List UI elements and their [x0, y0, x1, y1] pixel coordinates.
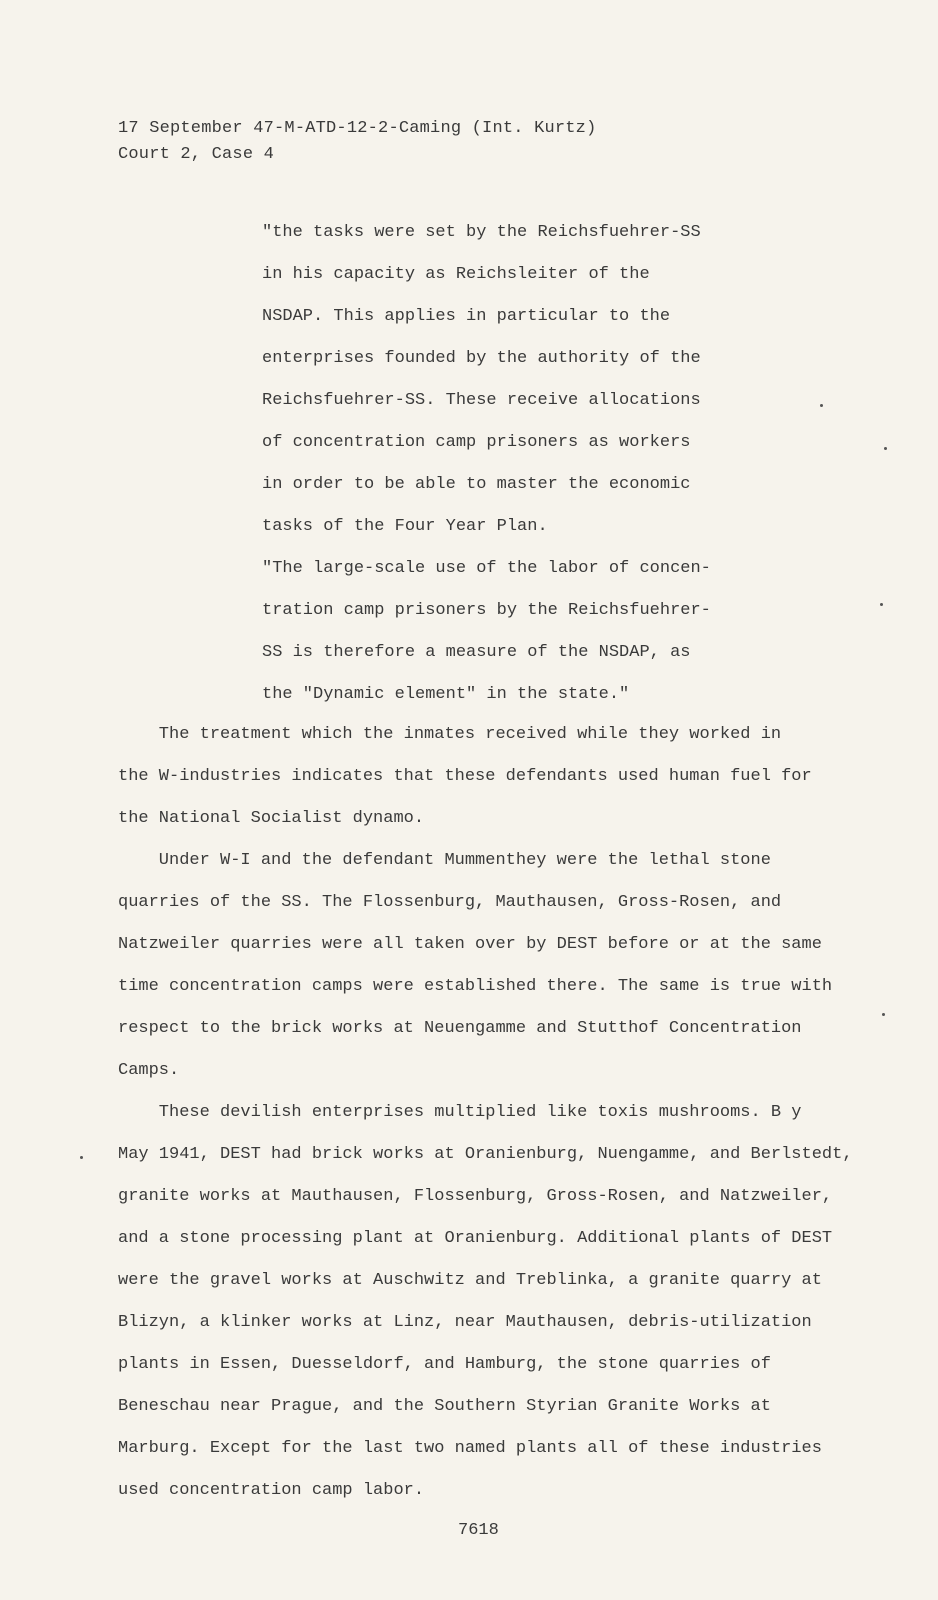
body-line: respect to the brick works at Neuengamme and Stutthof Concentration: [118, 1019, 802, 1038]
quote-line: tration camp prisoners by the Reichsfuehrer-: [262, 601, 711, 620]
margin-speck: [820, 404, 823, 407]
quote-line: in order to be able to master the economic: [262, 475, 691, 494]
body-line: Natzweiler quarries were all taken over by DEST before or at the same: [118, 935, 822, 954]
quote-line: the "Dynamic element" in the state.": [262, 685, 630, 704]
body-paragraphs: [118, 722, 853, 1520]
body-line: used concentration camp labor.: [118, 1481, 425, 1500]
quote-line: NSDAP. This applies in particular to the: [262, 307, 671, 326]
quoted-passage: [262, 220, 711, 724]
header-court-line: Court 2, Case 4: [118, 145, 275, 164]
body-line: Marburg. Except for the last two named plants all of these industries: [118, 1439, 822, 1458]
body-line: These devilish enterprises multiplied like toxis mushrooms. B y: [118, 1103, 802, 1122]
body-line: The treatment which the inmates received while they worked in: [118, 725, 782, 744]
margin-speck: [882, 1013, 885, 1016]
body-line: plants in Essen, Duesseldorf, and Hamburg, the stone quarries of: [118, 1355, 771, 1374]
body-line: Beneschau near Prague, and the Southern Styrian Granite Works at: [118, 1397, 771, 1416]
margin-speck: [880, 603, 883, 606]
margin-speck: [80, 1156, 83, 1159]
body-line: time concentration camps were established there. The same is true with: [118, 977, 833, 996]
body-line: Under W-I and the defendant Mummenthey were the lethal stone: [118, 851, 771, 870]
quote-line: "the tasks were set by the Reichsfuehrer-SS: [262, 223, 701, 242]
quote-line: SS is therefore a measure of the NSDAP, as: [262, 643, 691, 662]
header-date-line: 17 September 47-M-ATD-12-2-Caming (Int. Kurtz): [118, 119, 597, 138]
quote-line: "The large-scale use of the labor of concen-: [262, 559, 711, 578]
body-line: quarries of the SS. The Flossenburg, Mauthausen, Gross-Rosen, and: [118, 893, 782, 912]
quote-line: tasks of the Four Year Plan.: [262, 517, 548, 536]
quote-line: Reichsfuehrer-SS. These receive allocations: [262, 391, 701, 410]
page-number: 7618: [458, 1521, 499, 1540]
body-line: the National Socialist dynamo.: [118, 809, 425, 828]
body-line: granite works at Mauthausen, Flossenburg, Gross-Rosen, and Natzweiler,: [118, 1187, 833, 1206]
body-line: May 1941, DEST had brick works at Oranienburg, Nuengamme, and Berlstedt,: [118, 1145, 853, 1164]
quote-line: of concentration camp prisoners as workers: [262, 433, 691, 452]
quote-line: in his capacity as Reichsleiter of the: [262, 265, 650, 284]
body-line: and a stone processing plant at Oranienburg. Additional plants of DEST: [118, 1229, 833, 1248]
body-line: the W-industries indicates that these defendants used human fuel for: [118, 767, 812, 786]
body-line: were the gravel works at Auschwitz and Treblinka, a granite quarry at: [118, 1271, 822, 1290]
margin-speck: [884, 447, 887, 450]
document-header: [118, 116, 596, 168]
body-line: Blizyn, a klinker works at Linz, near Mauthausen, debris-utilization: [118, 1313, 812, 1332]
body-line: Camps.: [118, 1061, 180, 1080]
quote-line: enterprises founded by the authority of the: [262, 349, 701, 368]
